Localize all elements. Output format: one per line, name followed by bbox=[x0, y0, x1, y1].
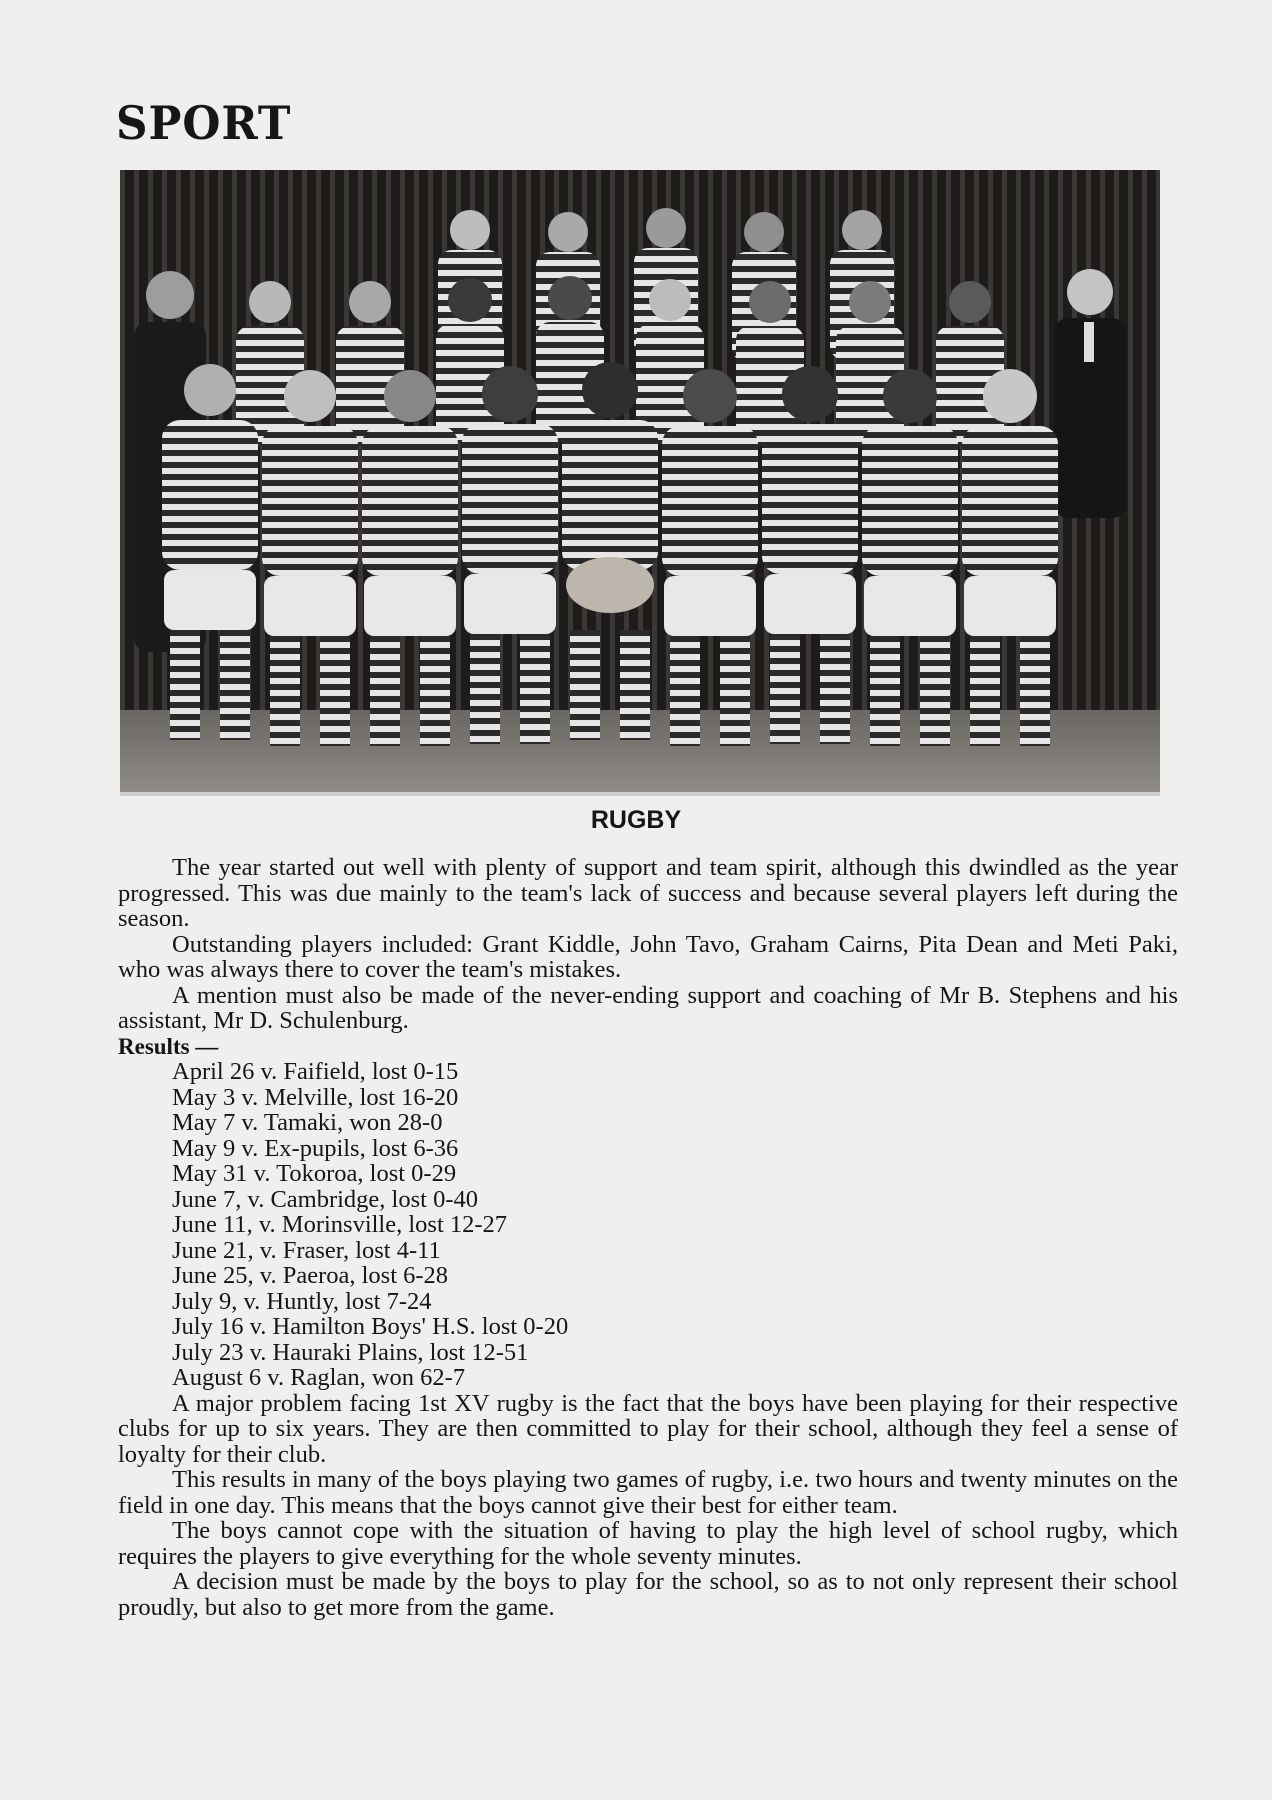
paragraph: The year started out well with plenty of support and team spirit, although this dwindled as the year progressed. This was due mainly to the team's lack of success and because several players left during the season. bbox=[118, 854, 1178, 932]
result-item: July 23 v. Hauraki Plains, lost 12-51 bbox=[172, 1338, 529, 1366]
results-label: Results — bbox=[118, 1033, 219, 1059]
paragraph: This results in many of the boys playing two games of rugby, i.e. two hours and twenty minutes on the field in one day. This means that the boys cannot give their best for either team. bbox=[118, 1466, 1178, 1519]
paragraph: The boys cannot cope with the situation of having to play the high level of school rugby, which requires the players to give everything for the whole seventy minutes. bbox=[118, 1517, 1178, 1570]
result-item: June 11, v. Morinsville, lost 12-27 bbox=[172, 1211, 508, 1238]
result-item: August 6 v. Raglan, won 62-7 bbox=[172, 1364, 466, 1391]
result-item: May 3 v. Melville, lost 16-20 bbox=[172, 1083, 459, 1111]
team-photo-illustration bbox=[120, 170, 1160, 792]
result-item: May 31 v. Tokoroa, lost 0-29 bbox=[172, 1160, 457, 1187]
result-item: May 9 v. Ex-pupils, lost 6-36 bbox=[172, 1134, 459, 1162]
result-item: April 26 v. Faifield, lost 0-15 bbox=[172, 1058, 459, 1085]
result-item: June 25, v. Paeroa, lost 6-28 bbox=[172, 1262, 449, 1289]
article-heading: RUGBY bbox=[590, 806, 682, 834]
result-item: July 9, v. Huntly, lost 7-24 bbox=[172, 1287, 432, 1315]
paragraph: Outstanding players included: Grant Kiddle, John Tavo, Graham Cairns, Pita Dean and Meti Paki, who was always there to cover the team's mistakes. bbox=[118, 930, 1178, 983]
paragraph: A mention must also be made of the never-ending support and coaching of Mr B. Stephens and his assistant, Mr D. Schulenburg. bbox=[118, 981, 1178, 1034]
team-photo bbox=[120, 170, 1160, 796]
article-body bbox=[118, 855, 1178, 1620]
result-item: June 7, v. Cambridge, lost 0-40 bbox=[172, 1185, 478, 1213]
result-item: July 16 v. Hamilton Boys' H.S. lost 0-20 bbox=[172, 1313, 569, 1340]
result-item: June 21, v. Fraser, lost 4-11 bbox=[172, 1236, 441, 1264]
paragraph: A major problem facing 1st XV rugby is the fact that the boys have been playing for their respective clubs for up to six years. They are then committed to play for their school, although they feel a sense of loyalty for their club. bbox=[118, 1389, 1178, 1468]
results-list bbox=[118, 1059, 1178, 1391]
paragraph: A decision must be made by the boys to play for the school, so as to not only represent their school proudly, but also to get more from the game. bbox=[118, 1568, 1178, 1621]
section-title: SPORT bbox=[116, 96, 292, 150]
result-item: May 7 v. Tamaki, won 28-0 bbox=[172, 1109, 443, 1136]
